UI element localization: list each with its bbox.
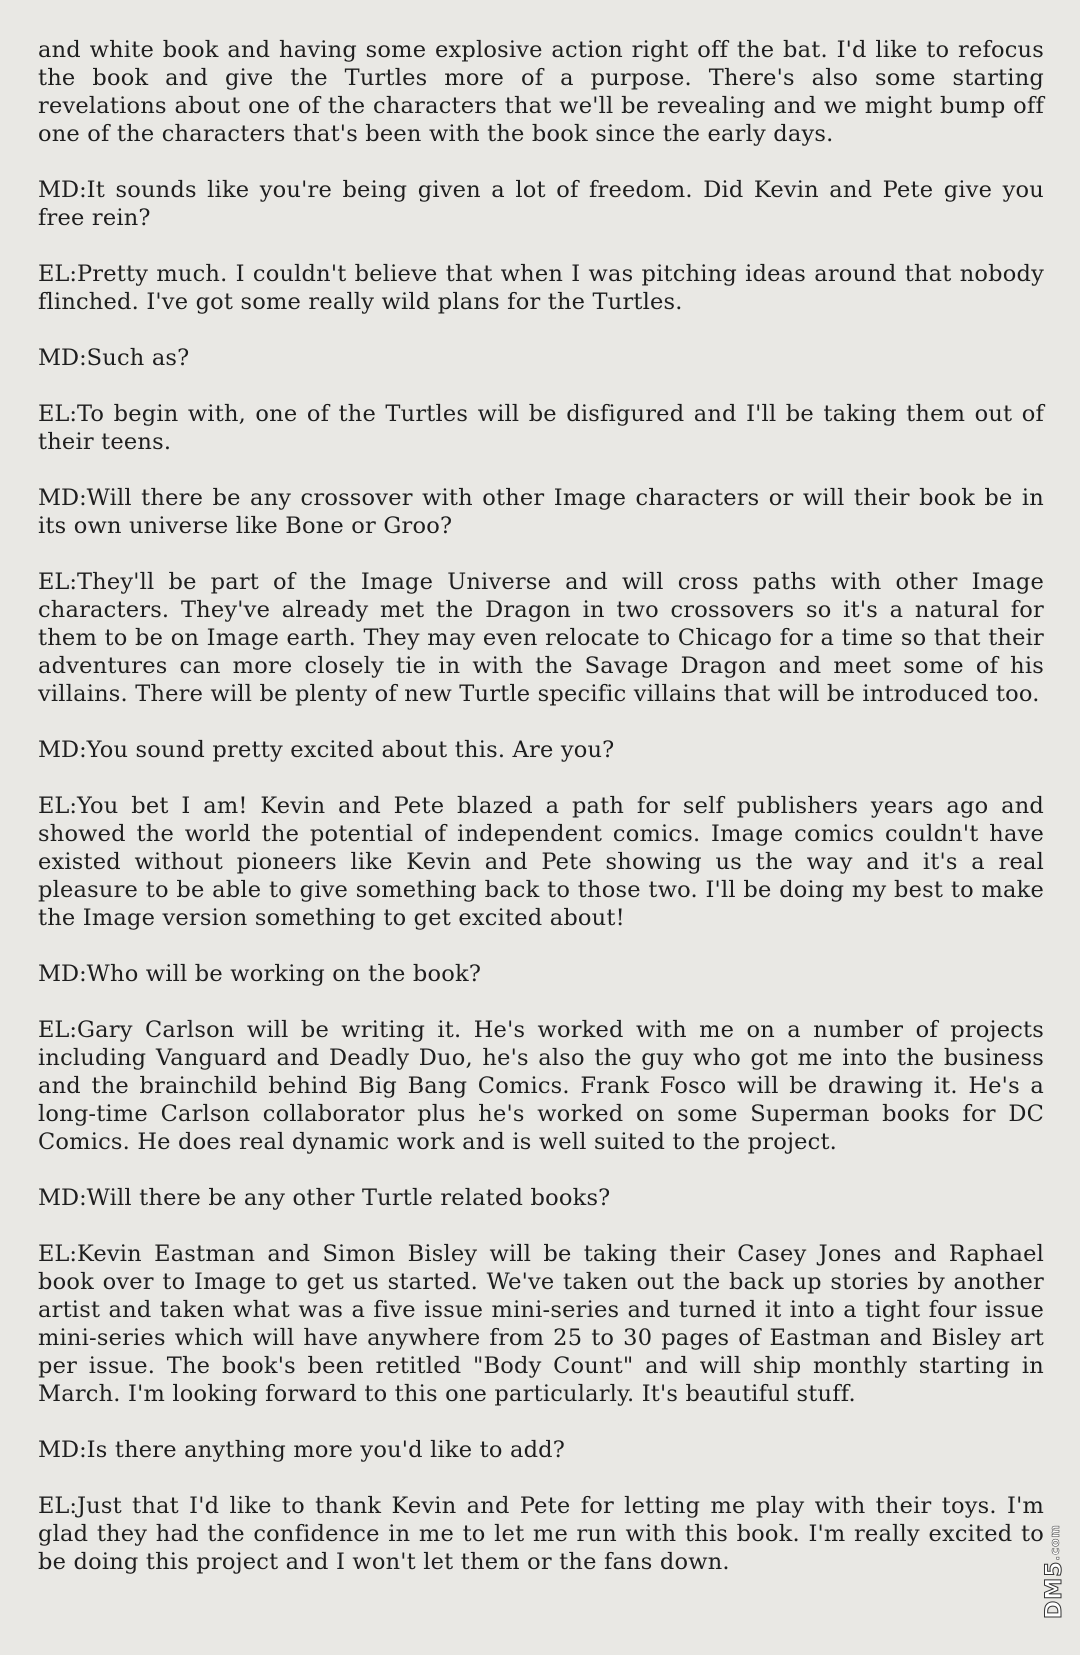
paragraph-2 [38,176,1044,232]
paragraph-1 [38,36,1044,148]
paragraph-text: Gary Carlson will be writing it. He's worked with me on a number of projects including Vanguard and Deadly Duo, he's also the guy who got me into the business and the brainchild behind Big Bang Comics. Frank Fosco will be drawing it. He's a long-time Carlson collaborator plus he's worked on some Superman books for DC Comics. He does real dynamic work and is well suited to the project. [38,1017,1044,1155]
paragraph-text: Who will be working on the book? [86,961,482,987]
watermark-suffix: .com [1048,1524,1062,1561]
speaker-label: MD: [38,345,87,371]
paragraph-13 [38,1240,1044,1408]
paragraph-text: You sound pretty excited about this. Are you? [86,737,615,763]
speaker-label: MD: [38,737,87,763]
paragraph-text: They'll be part of the Image Universe and will cross paths with other Image characters. They've already met the Dragon in two crossovers so it's a natural for them to be on Image earth. They may even relocate to Chicago for a time so that their adventures can more closely tie in with the Savage Dragon and meet some of his villains. There will be plenty of new Turtle specific villains that will be introduced too. [38,569,1044,707]
speaker-label: EL: [38,261,77,287]
speaker-label: EL: [38,793,77,819]
site-watermark [1042,1512,1076,1632]
speaker-label: EL: [38,1493,77,1519]
speaker-label: EL: [38,401,77,427]
paragraph-text: and white book and having some explosive action right off the bat. I'd like to refocus the book and give the Turtles more of a purpose. There's also some starting revelations about one of the characters that we'll be revealing and we might bump off one of the characters that's been with the book since the early days. [38,37,1044,147]
speaker-label: MD: [38,1437,87,1463]
speaker-label: EL: [38,1241,77,1267]
paragraph-text: Will there be any crossover with other Image characters or will their book be in its own universe like Bone or Groo? [38,485,1044,539]
paragraph-11 [38,1016,1044,1156]
paragraph-text: Pretty much. I couldn't believe that when I was pitching ideas around that nobody flinched. I've got some really wild plans for the Turtles. [38,261,1044,315]
paragraph-text: It sounds like you're being given a lot of freedom. Did Kevin and Pete give you free rein? [38,177,1044,231]
paragraph-text: Just that I'd like to thank Kevin and Pete for letting me play with their toys. I'm glad they had the confidence in me to let me run with this book. I'm really excited to be doing this project and I won't let them or the fans down. [38,1493,1044,1575]
interview-text [38,36,1044,1604]
speaker-label: MD: [38,485,87,511]
paragraph-12 [38,1184,1044,1212]
paragraph-text: Will there be any other Turtle related books? [86,1185,611,1211]
paragraph-10 [38,960,1044,988]
speaker-label: MD: [38,1185,87,1211]
paragraph-text: Kevin Eastman and Simon Bisley will be taking their Casey Jones and Raphael book over to Image to get us started. We've taken out the back up stories by another artist and taken what was a five issue mini-series and turned it into a tight four issue mini-series which will have anywhere from 25 to 30 pages of Eastman and Bisley art per issue. The book's been retitled "Body Count" and will ship monthly starting in March. I'm looking forward to this one particularly. It's beautiful stuff. [38,1241,1044,1407]
paragraph-6 [38,484,1044,540]
paragraph-5 [38,400,1044,456]
speaker-label: MD: [38,961,87,987]
paragraph-4 [38,344,1044,372]
paragraph-15 [38,1492,1044,1576]
paragraph-9 [38,792,1044,932]
speaker-label: MD: [38,177,87,203]
paragraph-text: Such as? [86,345,190,371]
paragraph-14 [38,1436,1044,1464]
paragraph-8 [38,736,1044,764]
paragraph-text: To begin with, one of the Turtles will be disfigured and I'll be taking them out of their teens. [38,401,1044,455]
paragraph-7 [38,568,1044,708]
watermark-main: DM5 [1042,1560,1067,1620]
speaker-label: EL: [38,1017,77,1043]
speaker-label: EL: [38,569,77,595]
paragraph-3 [38,260,1044,316]
paragraph-text: You bet I am! Kevin and Pete blazed a path for self publishers years ago and showed the world the potential of independent comics. Image comics couldn't have existed without pioneers like Kevin and Pete showing us the way and it's a real pleasure to be able to give something back to those two. I'll be doing my best to make the Image version something to get excited about! [38,793,1044,931]
paragraph-text: Is there anything more you'd like to add? [86,1437,566,1463]
